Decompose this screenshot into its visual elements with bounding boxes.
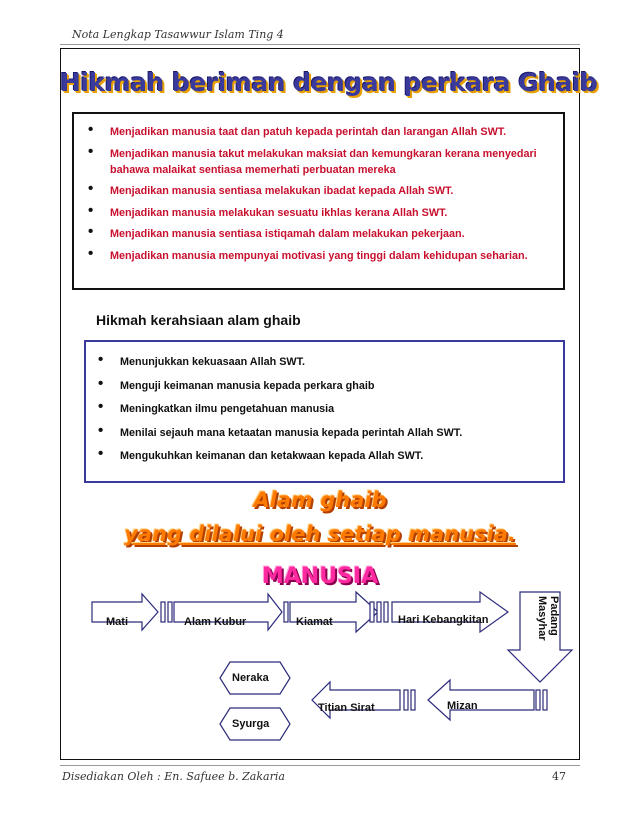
bullet-icon: • bbox=[98, 445, 104, 463]
bullet-icon: • bbox=[88, 223, 94, 240]
separator-bar bbox=[377, 602, 381, 622]
syurga-label: Syurga bbox=[232, 718, 270, 730]
list-item bbox=[88, 180, 563, 199]
list-item bbox=[98, 374, 563, 394]
hari-kebangkitan-label: Hari Kebangkitan bbox=[398, 614, 489, 626]
list-item-text: Menjadikan manusia sentiasa istiqamah dalam melakukan pekerjaan. bbox=[110, 228, 465, 240]
separator-bar bbox=[543, 690, 547, 710]
bullet-icon: • bbox=[98, 398, 104, 416]
padang-masyhar-label bbox=[518, 592, 564, 652]
list-item-text: Menjadikan manusia melakukan sesuatu ikhlas kerana Allah SWT. bbox=[110, 206, 448, 219]
list-item bbox=[98, 445, 563, 464]
separator-bar bbox=[284, 602, 288, 622]
list-item bbox=[98, 351, 563, 370]
list-item bbox=[88, 223, 563, 242]
list-item-text: Menjadikan manusia taat dan patuh kepada perintah dan larangan Allah SWT. bbox=[110, 126, 507, 138]
list-item-text: Menjadikan manusia takut melakukan maksiat dan kemungkaran kerana menyedari bahawa malaikat sentiasa memerhati perbuatan mereka bbox=[110, 147, 537, 176]
section-subheading: Hikmah kerahsiaan alam ghaib bbox=[96, 312, 301, 328]
list-item-text: Menunjukkan kekuasaan Allah SWT. bbox=[120, 356, 305, 368]
list-item-text: Meningkatkan ilmu pengetahuan manusia bbox=[120, 403, 335, 416]
bullet-icon: • bbox=[98, 421, 104, 439]
separator-bar bbox=[404, 690, 408, 710]
padang-label: Padang bbox=[548, 596, 560, 636]
page-header: Nota Lengkap Tasawwur Islam Ting 4 bbox=[72, 28, 284, 41]
alam-kubur-label: Alam Kubur bbox=[184, 616, 247, 628]
separator-bar bbox=[536, 690, 540, 710]
list-item bbox=[88, 244, 563, 264]
list-item-text: Menguji keimanan manusia kepada perkara ghaib bbox=[120, 379, 375, 392]
separator-bar bbox=[161, 602, 165, 622]
hikmah-beriman-box bbox=[72, 112, 565, 290]
bullet-icon: • bbox=[88, 180, 94, 197]
bullet-icon: • bbox=[98, 351, 104, 368]
bullet-icon: • bbox=[88, 121, 94, 138]
page-number: 47 bbox=[552, 770, 566, 783]
separator-bar bbox=[411, 690, 415, 710]
list-item bbox=[88, 201, 563, 221]
bullet-icon: • bbox=[88, 244, 94, 262]
list-item bbox=[98, 398, 563, 417]
mizan-arrow bbox=[428, 680, 534, 720]
kiamat-label: Kiamat bbox=[296, 616, 333, 628]
dilalui-title: yang dilalui oleh setiap manusia. bbox=[124, 522, 516, 546]
separator-bar bbox=[168, 602, 172, 622]
list-item-text: Menjadikan manusia sentiasa melakukan ibadat kepada Allah SWT. bbox=[110, 185, 454, 197]
list-item bbox=[98, 421, 563, 441]
afterlife-flow-diagram bbox=[60, 590, 580, 750]
manusia-title: MANUSIA bbox=[261, 564, 379, 589]
main-title: Hikmah beriman dengan perkara Ghaib bbox=[60, 68, 598, 97]
separator-bar bbox=[370, 602, 374, 622]
alam-ghaib-title: Alam ghaib bbox=[253, 488, 387, 512]
hikmah-kerahsiaan-box bbox=[84, 340, 565, 483]
separator-bar bbox=[384, 602, 388, 622]
bullet-icon: • bbox=[88, 142, 94, 160]
list-item bbox=[88, 142, 563, 178]
footer-rule bbox=[60, 765, 580, 766]
bullet-icon: • bbox=[88, 201, 94, 219]
mizan-label: Mizan bbox=[447, 700, 478, 712]
list-item-text: Menilai sejauh mana ketaatan manusia kepada perintah Allah SWT. bbox=[120, 426, 463, 439]
footer-author: Disediakan Oleh : En. Safuee b. Zakaria bbox=[62, 770, 285, 783]
neraka-label: Neraka bbox=[232, 672, 269, 684]
list-item bbox=[88, 121, 563, 140]
mati-label: Mati bbox=[106, 616, 128, 628]
masyhar-label: Masyhar bbox=[536, 596, 548, 641]
header-rule bbox=[60, 44, 580, 45]
list-item-text: Menjadikan manusia mempunyai motivasi yang tinggi dalam kehidupan seharian. bbox=[110, 249, 528, 262]
list-item-text: Mengukuhkan keimanan dan ketakwaan kepada Allah SWT. bbox=[120, 450, 424, 463]
hari-kebangkitan-arrow bbox=[392, 592, 508, 632]
titian-sirat-label: Titian Sirat bbox=[318, 702, 375, 714]
bullet-icon: • bbox=[98, 374, 104, 392]
